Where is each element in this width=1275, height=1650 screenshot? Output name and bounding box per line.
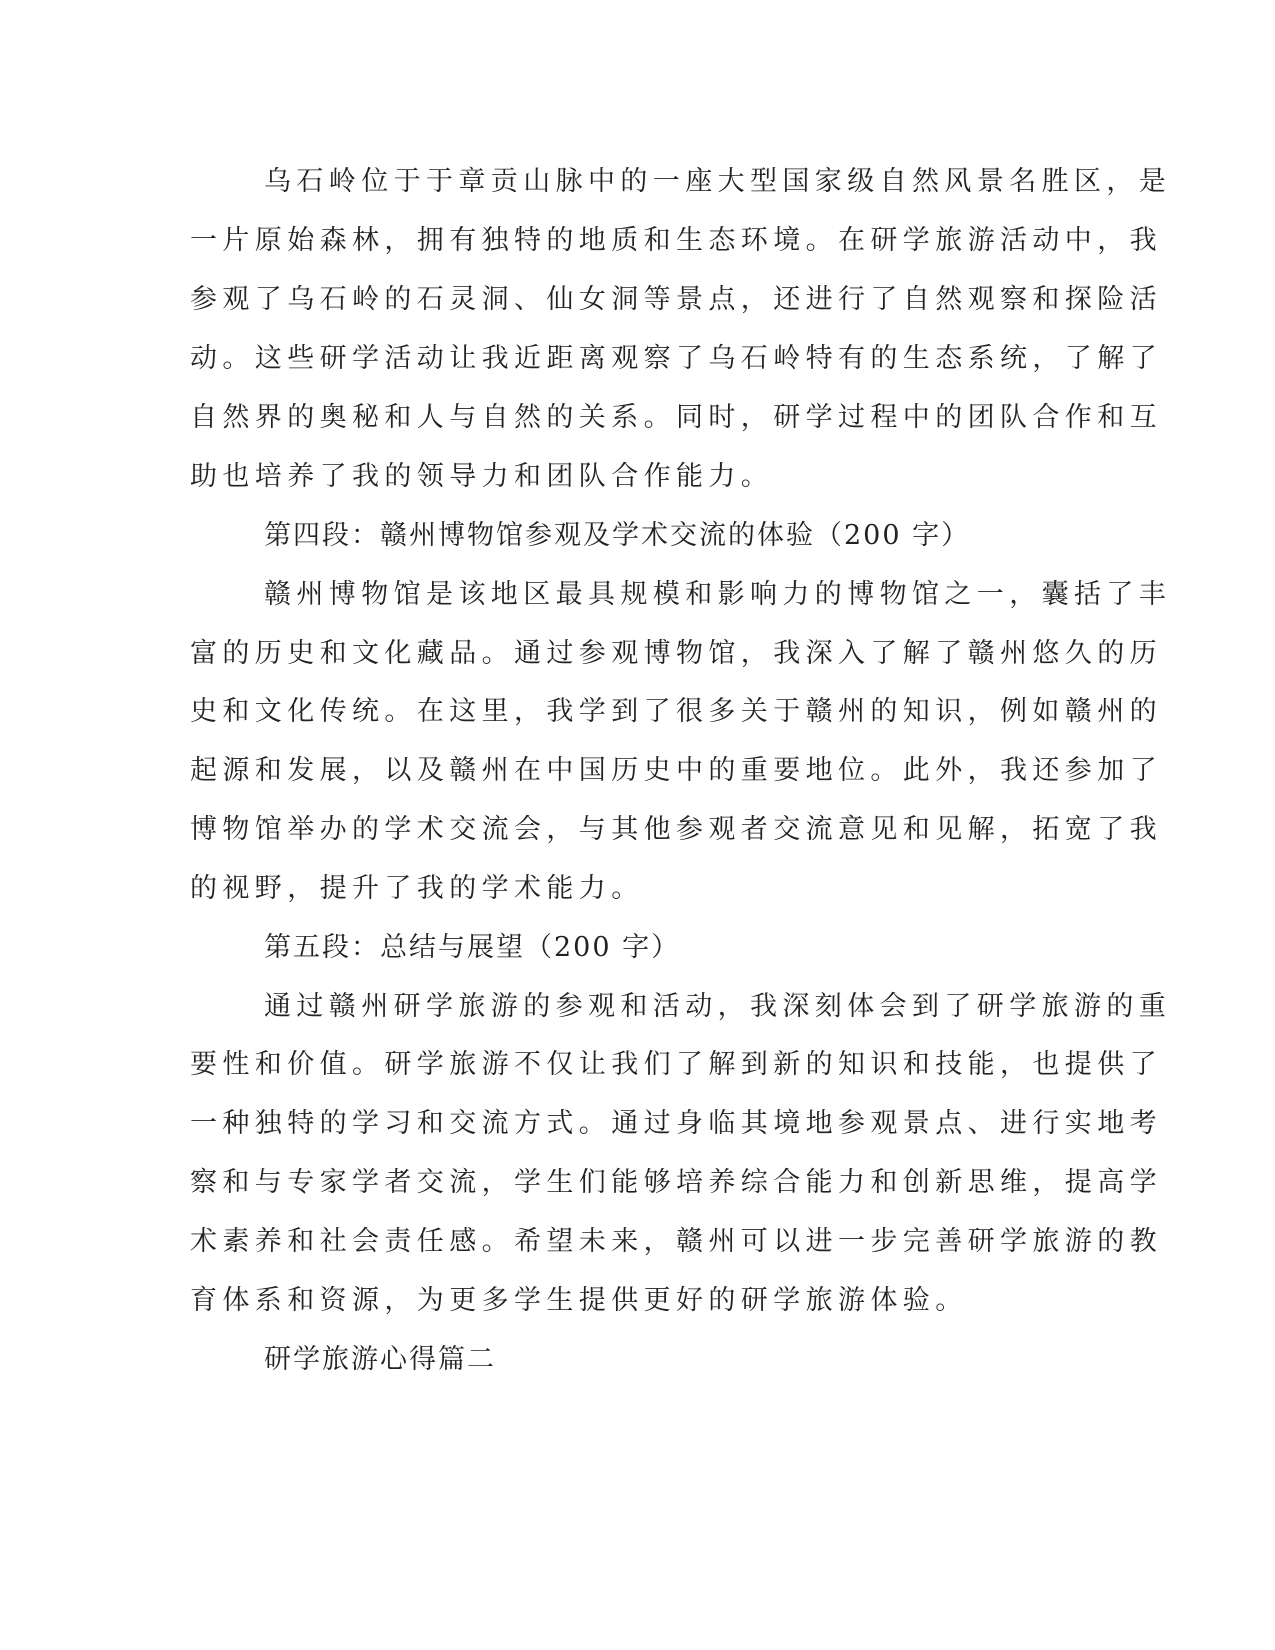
paragraph-line: 助也培养了我的领导力和团队合作能力。	[190, 461, 774, 492]
paragraph-line: 博物馆举办的学术交流会，与其他参观者交流意见和见解，拓宽了我	[190, 814, 1162, 845]
paragraph-line: 史和文化传统。在这里，我学到了很多关于赣州的知识，例如赣州的	[190, 696, 1162, 727]
paragraph-line: 察和与专家学者交流，学生们能够培养综合能力和创新思维，提高学	[190, 1167, 1162, 1198]
paragraph-line: 的视野，提升了我的学术能力。	[190, 873, 644, 904]
section-heading: 第四段：赣州博物馆参观及学术交流的体验（200 字）	[264, 520, 971, 551]
section-heading: 研学旅游心得篇二	[264, 1344, 496, 1375]
paragraph-line: 要性和价值。研学旅游不仅让我们了解到新的知识和技能，也提供了	[190, 1049, 1162, 1080]
paragraph-line: 育体系和资源，为更多学生提供更好的研学旅游体验。	[190, 1285, 968, 1316]
paragraph-line: 术素养和社会责任感。希望未来，赣州可以进一步完善研学旅游的教	[190, 1226, 1162, 1257]
paragraph-line: 一片原始森林，拥有独特的地质和生态环境。在研学旅游活动中，我	[190, 225, 1162, 256]
paragraph-line: 乌石岭位于于章贡山脉中的一座大型国家级自然风景名胜区，是	[264, 166, 1172, 197]
paragraph-line: 赣州博物馆是该地区最具规模和影响力的博物馆之一，囊括了丰	[264, 579, 1172, 610]
section-heading: 第五段：总结与展望（200 字）	[264, 932, 681, 963]
paragraph-line: 富的历史和文化藏品。通过参观博物馆，我深入了解了赣州悠久的历	[190, 638, 1162, 669]
paragraph-line: 自然界的奥秘和人与自然的关系。同时，研学过程中的团队合作和互	[190, 402, 1162, 433]
paragraph-line: 通过赣州研学旅游的参观和活动，我深刻体会到了研学旅游的重	[264, 991, 1172, 1022]
paragraph-line: 起源和发展，以及赣州在中国历史中的重要地位。此外，我还参加了	[190, 755, 1162, 786]
paragraph-line: 参观了乌石岭的石灵洞、仙女洞等景点，还进行了自然观察和探险活	[190, 284, 1162, 315]
paragraph-line: 一种独特的学习和交流方式。通过身临其境地参观景点、进行实地考	[190, 1108, 1162, 1139]
paragraph-line: 动。这些研学活动让我近距离观察了乌石岭特有的生态系统，了解了	[190, 343, 1162, 374]
